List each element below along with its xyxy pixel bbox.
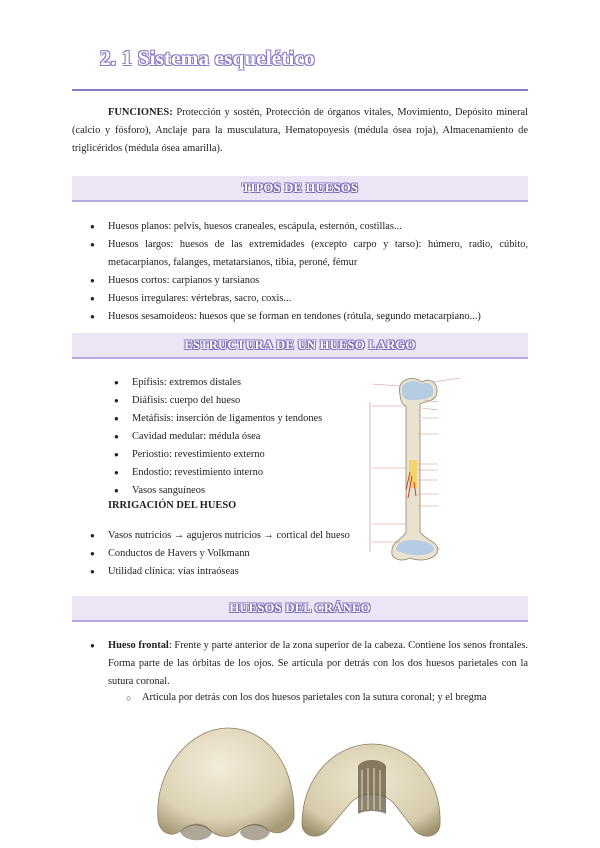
list-item: ● Epífisis: extremos distales — [114, 374, 354, 392]
list-item: ● Vasos nutricios → agujeros nutricios → cortical del hueso — [90, 527, 360, 545]
funciones-text: Protección y sostén, Protección de órganos vitales, Movimiento, Depósito mineral (calcio y fósforo), Anclaje para la musculatura, Hematopoyesis (médula ósea roja), Almacenamiento de triglicéridos (médula ósea amarilla). — [72, 107, 528, 154]
list-item: ● Periostio: revestimiento externo — [114, 446, 354, 464]
list-item: ● Cavidad medular: médula ósea — [114, 428, 354, 446]
frontal-bone-inferior-image — [296, 736, 446, 848]
list-item: ● Huesos sesamoideos: huesos que se forman en tendones (rótula, segundo metacarpiano...) — [90, 308, 528, 326]
section-title-tipos: TIPOS DE HUESOS — [241, 181, 359, 195]
label-line — [372, 384, 400, 386]
long-bone-diagram — [360, 372, 520, 564]
hueso-frontal-text: : Frente y parte anterior de la zona superior de la cabeza. Contiene los senos frontales. Forma parte de las órbitas de los ojos. Se articula por detrás con los dos huesos parietales con la sutura coronal. — [108, 640, 528, 687]
label-line — [432, 378, 460, 382]
estructura-list — [114, 374, 354, 500]
list-item: ● Vasos sanguíneos — [114, 482, 354, 500]
list-item: ● Huesos planos: pelvis, huesos craneales, escápula, esternón, costillas... — [90, 218, 528, 236]
articular-cartilage-icon — [402, 381, 433, 400]
list-item: ● Huesos largos: huesos de las extremidades (excepto carpo y tarso): húmero, radio, cúbito, metacarpianos, falanges, metatarsianos, tibia, peroné, fémur — [90, 236, 528, 272]
hueso-frontal-label: Hueso frontal — [108, 640, 169, 651]
list-item: ● Endostio: revestimiento interno — [114, 464, 354, 482]
funciones-label: FUNCIONES: — [108, 107, 173, 118]
section-header-estructura — [72, 333, 528, 359]
section-header-tipos — [72, 176, 528, 202]
section-title-craneo: HUESOS DEL CRÁNEO — [229, 601, 371, 615]
frontal-bone-icon — [158, 728, 294, 837]
list-item: ● Utilidad clínica: vías intraóseas — [90, 563, 360, 581]
craneo-list — [90, 637, 528, 691]
title-divider — [72, 89, 528, 91]
tipos-list — [90, 218, 528, 326]
list-item — [90, 637, 528, 691]
irrigacion-list — [90, 527, 360, 581]
funciones-paragraph — [72, 104, 528, 158]
page-title: 2. 1 Sistema esquelético — [100, 46, 315, 70]
list-item: ● Metáfisis: inserción de ligamentos y tendones — [114, 410, 354, 428]
irrigacion-heading: IRRIGACIÓN DEL HUESO — [108, 500, 237, 511]
section-header-craneo — [72, 596, 528, 622]
section-title-estructura: ESTRUCTURA DE UN HUESO LARGO — [184, 338, 416, 352]
list-item: ● Diáfisis: cuerpo del hueso — [114, 392, 354, 410]
list-item: ● Huesos irregulares: vértebras, sacro, coxis... — [90, 290, 528, 308]
list-item: ● Conductos de Havers y Volkmann — [90, 545, 360, 563]
sub-list-item: ○ Articula por detrás con los dos huesos parietales con la sutura coronal; y el bregma — [108, 689, 562, 707]
label-line — [422, 408, 438, 410]
frontal-bone-anterior-image — [150, 720, 300, 848]
list-item: ● Huesos cortos: carpianos y tarsianos — [90, 272, 528, 290]
